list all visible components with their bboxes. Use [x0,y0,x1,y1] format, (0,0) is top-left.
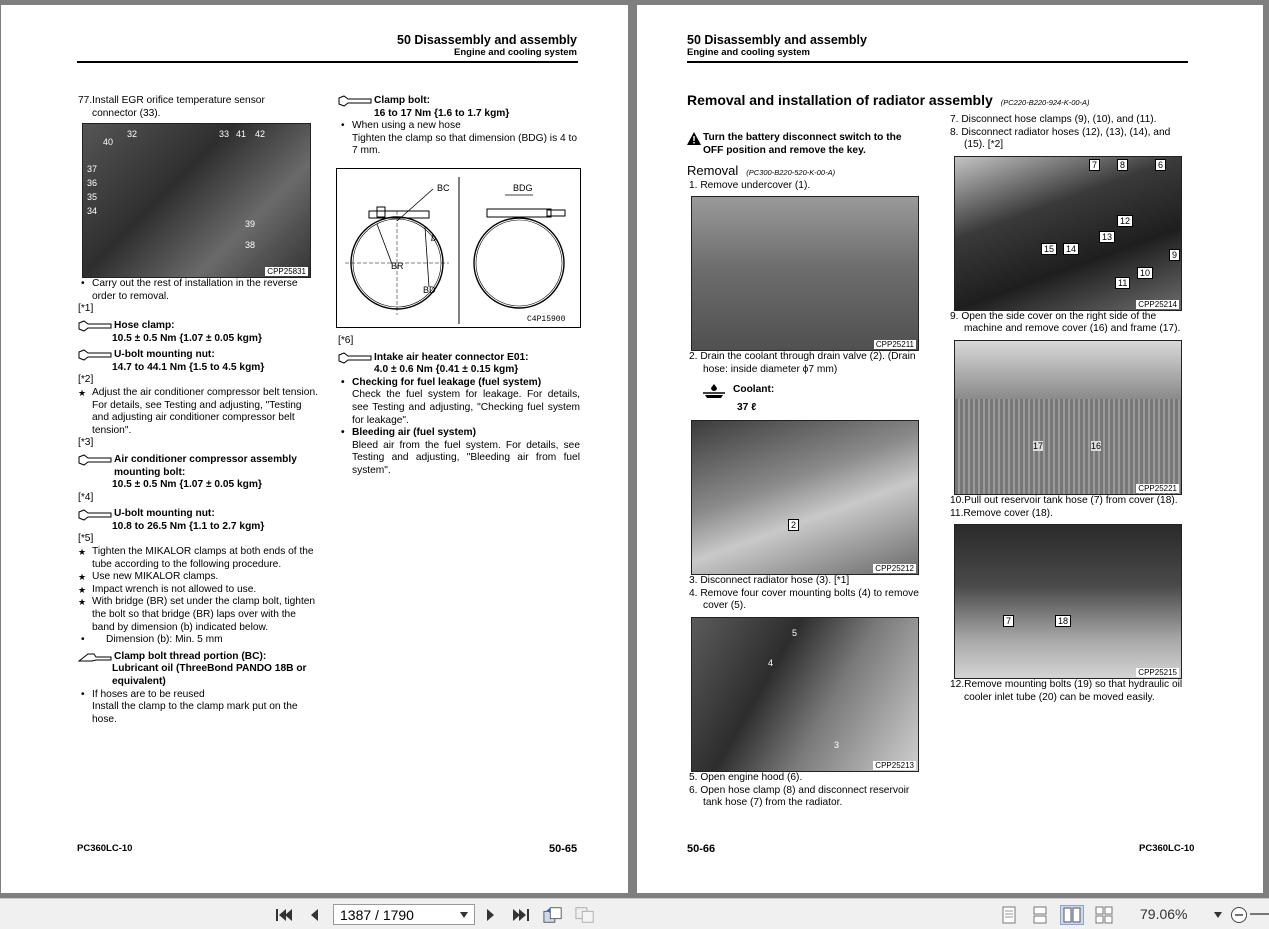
photo-caption: CPP25221 [1138,483,1177,493]
page-number-value: 1387 / 1790 [340,906,414,923]
bullet-new-hose: • When using a new hose [338,120,580,133]
coolant-drain-icon [701,383,727,399]
label-bdg: BDG [513,183,533,193]
step-8: 8. Disconnect radiator hoses (12), (13), (14), and (15). [*2] [950,126,1171,151]
removal-heading [687,165,923,180]
tool-row-intake [338,352,580,365]
torque-value: 16 to 17 Nm {1.6 to 1.7 kgm} [374,107,510,119]
fuel-leak-text: Check the fuel system for leakage. For details, see Testing and adjusting, "Checking fuel system for leakage". [352,389,580,426]
continuous-view-button[interactable] [1030,905,1050,925]
callout-label: 8 [1117,159,1128,171]
callout-label: 42 [255,129,266,140]
step-3: 3. Disconnect radiator hose (3). [*1] [689,575,850,587]
page-number-field[interactable] [333,904,475,925]
footer-model: PC360LC-10 [77,843,133,854]
photo-caption: CPP25213 [875,760,914,770]
next-view-button[interactable] [575,905,595,925]
last-page-button[interactable] [511,905,531,925]
callout-label: 3 [834,739,840,750]
bullet-bleed: • Bleeding air (fuel system) [338,427,580,440]
tool-label: Clamp bolt: [374,95,431,106]
previous-page-icon [308,907,320,923]
tool-row-hose-clamp [78,320,318,333]
reservoir-cover-photo [954,524,1182,679]
continuous-page-icon [1032,906,1048,924]
reuse-text: Install the clamp to the clamp mark put on the hose. [92,701,298,725]
callout-label: 18 [1055,615,1071,627]
callout-label: 39 [245,219,256,230]
callout-label: 10 [1137,267,1153,279]
single-page-view-button[interactable] [999,905,1019,925]
warning-icon [687,132,701,145]
torque-wrench-icon [338,352,372,364]
left-column [78,95,318,726]
tool-row-ac-bolt [78,454,318,479]
tool-label: U-bolt mounting nut: [114,349,215,361]
tool-label: Hose clamp: [114,319,175,331]
coolant-row [701,383,923,399]
header-rule [687,61,1188,63]
tool-label: Clamp bolt thread portion (BC): [114,650,267,662]
single-page-icon [1001,906,1017,924]
callout-label: 17 [1033,440,1044,451]
torque-wrench-icon [78,509,112,521]
next-page-icon [485,907,497,923]
torque-wrench-icon [338,95,372,107]
ref-1: [*1] [78,303,94,315]
zoom-dropdown-button[interactable] [1213,905,1223,925]
step-5: 5. Open engine hood (6). [689,771,803,783]
right-column [950,114,1190,704]
clamp-diagram-drawing [337,169,580,327]
star-bridge: ★ With bridge (BR) set under the clamp bolt, tighten the bolt so that bridge (BR) laps over with the band by dimension (b) indicated below. [78,596,318,634]
torque-value: 10.5 ± 0.5 Nm {1.07 ± 0.05 kgm} [112,479,262,491]
step-2: 2. Drain the coolant through drain valve (2). (Drain hose: inside diameter ϕ7 mm) [689,351,916,375]
photo-caption: CPP25212 [875,564,914,574]
callout-label: 35 [87,192,98,203]
step-1: 1. Remove undercover (1). [689,179,811,191]
section-title: Removal and installation of radiator assembly [687,92,993,108]
callout-label: 33 [219,129,230,140]
first-page-button[interactable] [274,905,294,925]
zoom-level[interactable]: 79.06% [1140,906,1188,922]
torque-value: 10.5 ± 0.5 Nm {1.07 ± 0.05 kgm} [112,332,262,344]
tool-label: U-bolt mounting nut: [114,508,215,520]
radiator-hose-photo [691,617,919,772]
callout-label: 7 [1003,615,1014,627]
ref-2: [*2] [78,374,94,386]
label-bc: BC [437,183,450,193]
callout-label: 11 [1115,277,1130,289]
engine-photo [82,123,311,278]
next-page-button[interactable] [481,905,501,925]
callout-label: 34 [87,206,98,217]
facing-pages-icon [1063,907,1081,923]
tool-row-thread [78,651,318,664]
tool-label: Intake air heater connector E01: [374,351,529,363]
header-title: 50 Disassembly and assembly [687,33,867,47]
ref-4: [*4] [78,491,94,503]
torque-value: 14.7 to 44.1 Nm {1.5 to 4.5 kgm} [112,361,265,373]
callout-label: 13 [1099,231,1115,243]
footer-page-number: 50-66 [687,843,716,855]
label-b: b [431,233,437,243]
torque-wrench-icon [78,320,112,332]
torque-wrench-icon [78,349,112,361]
removal-title: Removal [687,163,739,179]
photo-caption: CPP25831 [267,267,306,277]
drain-valve-photo [691,420,919,575]
callout-label: 7 [1089,159,1100,171]
chevron-down-icon[interactable] [460,912,468,918]
star-new-clamps: ★ Use new MIKALOR clamps. [78,571,318,584]
removal-code: (PC300-B220-520-K-00-A) [746,168,836,178]
step-9: 9. Open the side cover on the right side of the machine and remove cover (16) and frame (17). [950,310,1181,335]
footer-model: PC360LC-10 [1139,843,1195,854]
tool-label: Air conditioner compressor assembly mounting bolt: [114,453,297,478]
page-50-65 [1,5,628,893]
page-50-66 [637,5,1263,893]
step-12: 12.Remove mounting bolts (19) so that hydraulic oil cooler inlet tube (20) can be moved easily. [950,679,1183,703]
continuous-facing-view-button[interactable] [1094,905,1114,925]
lubricant-value: Lubricant oil (ThreeBond PANDO 18B or equivalent) [112,663,307,687]
coolant-label: Coolant: [733,384,775,396]
ref-3: [*3] [78,437,94,449]
step-11: 11.Remove cover (18). [950,507,1053,519]
left-column [687,132,923,810]
previous-view-button[interactable] [543,905,563,925]
warning-text: Turn the battery disconnect switch to the OFF position and remove the key. [703,132,902,156]
callout-label: 2 [788,519,799,531]
zoom-out-button[interactable] [1229,905,1249,925]
torque-wrench-icon [78,454,112,466]
previous-page-button[interactable] [304,905,324,925]
new-hose-text: Tighten the clamp so that dimension (BDG) is 4 to 7 mm. [352,132,577,157]
label-br: BR [391,261,404,271]
next-view-icon [575,906,595,924]
callout-label: 40 [103,137,114,148]
bullet-carry-out: • Carry out the rest of installation in the reverse order to removal. [78,278,318,303]
first-page-icon [275,907,293,923]
section-code: (PC220-B220-924-K-00-A) [1000,98,1090,107]
star-adjust: ★ Adjust the air conditioner compressor belt tension. For details, see Testing and adjusting, "Testing and adjusting air conditioner compressor belt tension". [78,387,318,437]
step-4: 4. Remove four cover mounting bolts (4) to remove cover (5). [689,587,919,612]
ref-6: [*6] [338,335,354,346]
callout-label: 41 [236,129,247,140]
section-heading [687,92,1107,110]
radiator-hoses-photo [954,156,1182,311]
undercover-photo [691,196,919,351]
step-77-cont: connector (33). [92,107,161,119]
callout-label: 16 [1091,440,1102,451]
label-bd: BD [423,285,436,295]
step-7: 7. Disconnect hose clamps (9), (10), and (11). [950,114,1157,125]
clamp-diagram [336,168,581,328]
photo-caption: CPP25215 [1138,668,1177,678]
coolant-value: 37 ℓ [737,401,757,413]
star-impact: ★ Impact wrench is not allowed to use. [78,584,318,597]
torque-value: 4.0 ± 0.6 Nm {0.41 ± 0.15 kgm} [374,364,519,376]
callout-label: 36 [87,178,98,189]
callout-label: 9 [1169,249,1180,261]
tool-row-ubolt-2 [78,508,318,521]
footer-page-number: 50-65 [549,843,578,855]
page-header [397,33,577,58]
callout-label: 5 [792,627,798,638]
page-header [687,33,867,58]
zoom-out-icon [1230,906,1248,924]
step-77: 77.Install EGR orifice temperature sensor [78,95,265,106]
photo-caption: CPP25211 [875,340,914,350]
frame-area [955,341,1182,399]
bullet-dimension: • Dimension (b): Min. 5 mm [78,634,318,647]
lubricant-icon [78,651,112,663]
callout-label: 6 [1155,159,1166,171]
previous-view-icon [543,906,563,924]
step-6: 6. Open hose clamp (8) and disconnect reservoir tank hose (7) from the radiator. [689,784,910,809]
bullet-fuel-leak: • Checking for fuel leakage (fuel system) [338,377,580,390]
header-rule [77,61,578,63]
right-column [338,95,580,158]
bleed-text: Bleed air from the fuel system. For details, see Testing and adjusting, "Bleeding air from fuel system". [352,439,580,476]
header-subtitle: Engine and cooling system [687,47,810,58]
viewer-toolbar [0,898,1269,929]
tool-row-clamp-bolt [338,95,580,108]
right-column-lower [338,335,580,478]
chevron-down-icon [1214,912,1222,918]
last-page-icon [512,907,530,923]
bullet-reuse: • If hoses are to be reused [78,689,318,702]
callout-label: 37 [87,164,98,175]
callout-label: 38 [245,240,256,251]
photo-caption: CPP25214 [1138,299,1177,309]
facing-view-button[interactable] [1060,905,1084,925]
zoom-slider-track[interactable] [1250,913,1269,915]
callout-label: 12 [1117,215,1133,227]
tool-row-ubolt-1 [78,349,318,362]
callout-label: 14 [1063,243,1079,255]
diagram-caption: C4P15900 [527,315,566,324]
side-cover-photo [954,340,1182,495]
star-mikalor: ★ Tighten the MIKALOR clamps at both ends of the tube according to the following procedure. [78,546,318,571]
callout-label: 4 [768,657,774,668]
torque-value: 10.8 to 26.5 Nm {1.1 to 2.7 kgm} [112,520,265,532]
callout-label: 15 [1041,243,1057,255]
header-subtitle: Engine and cooling system [454,47,577,58]
ref-5: [*5] [78,533,94,545]
step-10: 10.Pull out reservoir tank hose (7) from cover (18). [950,494,1178,506]
header-title: 50 Disassembly and assembly [397,33,577,47]
continuous-facing-icon [1095,906,1113,924]
callout-label: 32 [127,129,138,140]
warning-block [687,132,923,157]
